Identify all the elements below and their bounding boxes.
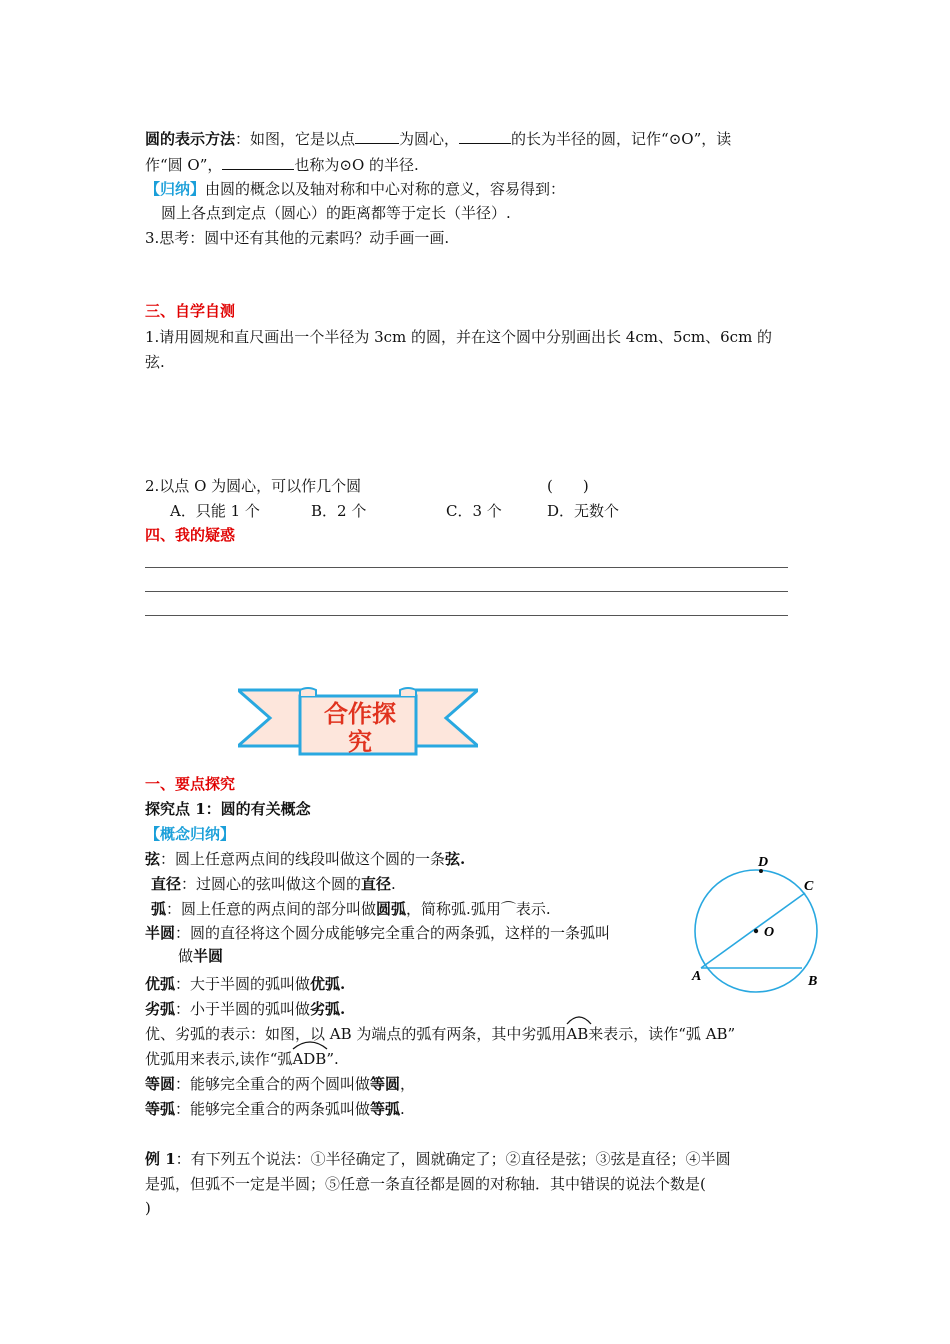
minor-arc-label: 劣弧 [145,1000,176,1018]
blank-center[interactable] [355,129,399,144]
text: ：大于半圆的弧叫做 [175,975,311,993]
arc-representation-1 [145,1023,735,1045]
summary-line-2: 圆上各点到定点（圆心）的距离都等于定长（半径）. [161,204,511,222]
banner-title [312,700,408,756]
text: 优弧用来表示,读作“弧 [145,1050,293,1068]
def-major-arc [145,973,345,995]
explore-point-1: 探究点 1：圆的有关概念 [145,800,311,818]
text: ：圆的直径将这个圆分成能够完全重合的两条弧，这样的一条弧叫 [175,924,611,942]
summary-line [145,178,565,200]
answer-line-3[interactable] [145,615,788,616]
arc-adb-text: ADB [292,1050,327,1068]
equal-arcs-label: 等弧 [145,1100,176,1118]
major-arc-term: 优弧. [310,975,346,993]
label-c: C [804,879,814,894]
doubts-heading: 四、我的疑惑 [145,526,236,544]
text: ：能够完全重合的两条弧叫做 [175,1100,371,1118]
semicircle-label: 半圆 [145,924,176,942]
q2-answer-paren[interactable]: ( ) [547,477,589,495]
text: 做 [178,947,194,965]
example-1-line-3[interactable]: ) [145,1199,151,1217]
text: ：圆上任意两点间的线段叫做这个圆的一条 [160,850,446,868]
minor-arc-term: 劣弧. [310,1000,346,1018]
q2-stem: 2.以点 O 为圆心，可以作几个圆 [145,477,362,495]
chord-term: 弦. [445,850,466,868]
think-line: 3.思考：圆中还有其他的元素吗？动手画一画. [145,229,450,247]
summary-tag: 【归纳】 [145,180,206,198]
text: ：过圆心的弦叫做这个圆的 [181,875,362,893]
def-equal-circles [145,1073,415,1095]
text: ：能够完全重合的两个圆叫做 [175,1075,371,1093]
equal-arcs-term: 等弧 [370,1100,401,1118]
explore-heading: 一、要点探究 [145,775,236,793]
answer-line-2[interactable] [145,591,788,592]
diameter-term: 直径 [361,875,392,893]
arc-ab-notation [566,1023,588,1045]
diameter-ac [701,893,805,968]
arc-label: 弧 [151,900,167,918]
text: 作“圆 O”， [145,156,223,174]
major-arc-label: 优弧 [145,975,176,993]
center-point [754,929,758,933]
text: 为圆心， [399,130,460,148]
arc-ab-text: AB [566,1025,589,1043]
q1-line-1: 1.请用圆规和直尺画出一个半径为 3cm 的圆，并在这个圆中分别画出长 4cm、5cm、6cm 的 [145,328,773,346]
def-equal-arcs [145,1098,405,1120]
text: . [400,1100,405,1118]
representation-line-1 [145,128,731,150]
example-1-line-2: 是弧，但弧不一定是半圆；⑤任意一条直径都是圆的对称轴．其中错误的说法个数是( [145,1175,706,1193]
text: ”. [326,1050,339,1068]
text: ：如图，它是以点 [235,130,356,148]
example-1-line-1 [145,1148,731,1170]
text: . [391,875,396,893]
blank-segment[interactable] [222,155,294,170]
representation-label: 圆的表示方法 [145,130,236,148]
label-d: D [758,855,769,870]
concept-tag: 【概念归纳】 [145,825,236,843]
def-semicircle-2 [178,945,223,967]
equal-circles-term: 等圆 [370,1075,401,1093]
def-chord [145,848,465,870]
representation-line-2 [145,154,419,176]
text: 来表示，读作“弧 AB” [588,1025,736,1043]
answer-line-1[interactable] [145,567,788,568]
circle-figure [688,848,828,993]
chord-label: 弦 [145,850,161,868]
q1-line-2: 弦. [145,353,165,371]
q2-option-a[interactable]: A．只能 1 个 [170,502,260,520]
arc-symbol-icon [292,1038,328,1050]
def-minor-arc [145,998,345,1020]
q2-option-b[interactable]: B．2 个 [311,502,367,520]
semicircle-term: 半圆 [193,947,224,965]
label-b: B [808,974,818,989]
banner-title-line-2: 究 [348,728,372,756]
text: 也称为⊙O 的半径. [294,156,419,174]
text: 由圆的概念以及轴对称和中心对称的意义，容易得到： [205,180,566,198]
arc-representation-2 [145,1048,339,1070]
text: ，简称弧.弧用⌒表示. [406,900,551,918]
def-diameter [151,873,396,895]
def-arc [151,898,551,920]
def-semicircle [145,922,610,944]
text: ， [400,1075,416,1093]
banner-title-line-1: 合作探 [324,700,396,728]
text: ：小于半圆的弧叫做 [175,1000,311,1018]
self-test-heading: 三、自学自测 [145,302,236,320]
q2-option-c[interactable]: C．3 个 [446,502,502,520]
equal-circles-label: 等圆 [145,1075,176,1093]
diameter-label: 直径 [151,875,182,893]
q2-option-d[interactable]: D．无数个 [547,502,620,520]
arc-symbol-icon [566,1013,592,1025]
arc-term: 圆弧 [376,900,407,918]
example-1-label: 例 1 [145,1150,176,1168]
text: ：圆上任意的两点间的部分叫做 [166,900,377,918]
blank-radius[interactable] [459,129,511,144]
text: ：有下列五个说法：①半径确定了，圆就确定了；②直径是弦；③弦是直径；④半圆 [175,1150,731,1168]
label-a: A [692,969,702,984]
text: 优、劣弧的表示：如图，以 AB 为端点的弧有两条，其中劣弧用 [145,1025,567,1043]
arc-adb-notation [292,1048,326,1070]
label-o: O [764,925,775,940]
text: 的长为半径的圆，记作“⊙O”，读 [511,130,732,148]
